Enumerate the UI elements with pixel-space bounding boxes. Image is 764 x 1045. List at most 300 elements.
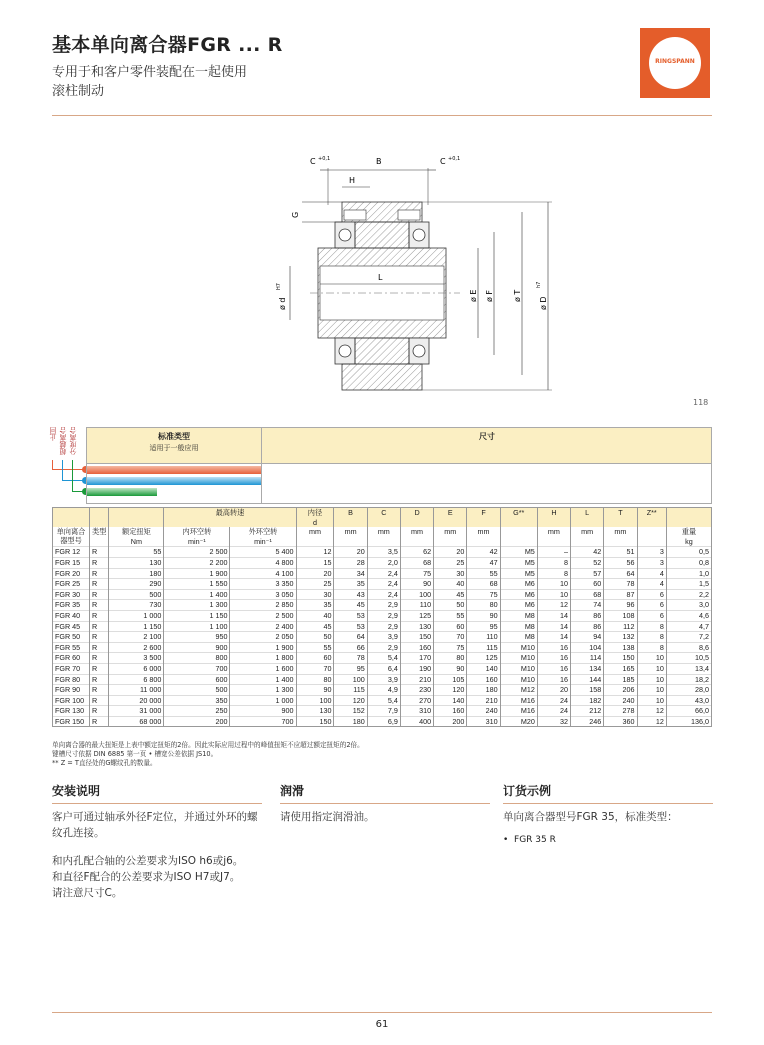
install-section <box>52 782 262 901</box>
table-cell: M8 <box>500 632 537 643</box>
table-cell: 40 <box>296 610 334 621</box>
install-p1: 客户可通过轴承外径F定位，并通过外环的螺纹孔连接。 <box>52 811 258 839</box>
table-cell: 45 <box>334 600 367 611</box>
footnote-3: ** Z = T直径处的G螺纹孔的数量。 <box>52 759 157 767</box>
table-cell: 2 400 <box>230 621 296 632</box>
unit-mm-d: mm <box>296 527 334 547</box>
table-cell: 90 <box>467 610 500 621</box>
footnote-1: 单向离合器的最大扭矩是上表中额定扭矩的2倍。因此实际应用过程中的峰值扭矩不应超过额定扭矩的2倍。 <box>52 741 364 749</box>
table-cell: 100 <box>400 589 433 600</box>
table-cell: 16 <box>537 674 570 685</box>
table-cell: 45 <box>434 589 467 600</box>
table-cell: R <box>90 589 109 600</box>
label-dd: ø D <box>539 296 548 310</box>
table-cell: M5 <box>500 547 537 558</box>
table-cell: 1 600 <box>230 663 296 674</box>
table-cell: 105 <box>434 674 467 685</box>
table-cell: 206 <box>604 685 637 696</box>
table-cell: 42 <box>467 547 500 558</box>
table-cell: 246 <box>571 716 604 727</box>
table-cell: FGR 40 <box>53 610 90 621</box>
table-cell: 16 <box>537 642 570 653</box>
table-cell: FGR 100 <box>53 695 90 706</box>
table-cell: 240 <box>604 695 637 706</box>
table-cell: 2,4 <box>367 589 400 600</box>
table-cell: FGR 150 <box>53 716 90 727</box>
unit-mm-f: mm <box>467 527 500 547</box>
table-cell: 140 <box>434 695 467 706</box>
connector-green <box>72 460 83 492</box>
weight-header <box>666 527 711 547</box>
table-cell: 60 <box>571 579 604 590</box>
label-overrunning: 超越离合 <box>59 427 67 455</box>
table-cell: 20 000 <box>109 695 164 706</box>
table-cell: 78 <box>604 579 637 590</box>
table-cell: 6 <box>637 600 666 611</box>
table-row <box>53 716 712 727</box>
table-cell: 74 <box>571 600 604 611</box>
table-cell: R <box>90 642 109 653</box>
table-header-row-1 <box>53 508 712 528</box>
table-cell: 310 <box>400 706 433 717</box>
torque-label: 额定扭矩 <box>122 527 151 537</box>
col-e: E <box>434 508 467 528</box>
label-dd-tol: h7 <box>536 281 542 288</box>
table-cell: 104 <box>571 642 604 653</box>
table-cell: 115 <box>467 642 500 653</box>
table-cell: 6,9 <box>367 716 400 727</box>
table-cell: 1 400 <box>230 674 296 685</box>
inner-header <box>164 527 230 547</box>
table-cell: 28 <box>334 557 367 568</box>
label-e: ø E <box>469 289 478 302</box>
table-cell: FGR 25 <box>53 579 90 590</box>
technical-drawing <box>260 150 560 400</box>
table-cell: 2,9 <box>367 642 400 653</box>
table-cell: 8 <box>537 557 570 568</box>
table-cell: 4,9 <box>367 685 400 696</box>
table-cell: 2 050 <box>230 632 296 643</box>
table-cell: 87 <box>604 589 637 600</box>
table-cell: 66 <box>334 642 367 653</box>
table-cell: 112 <box>604 621 637 632</box>
table-cell: – <box>537 547 570 558</box>
table-cell: 3 350 <box>230 579 296 590</box>
table-row <box>53 685 712 696</box>
order-example: • FGR 35 R <box>503 835 556 845</box>
weight-label: 重量 <box>681 527 697 537</box>
table-cell: 4 <box>637 579 666 590</box>
table-cell: 500 <box>164 685 230 696</box>
table-cell: 108 <box>604 610 637 621</box>
table-row <box>53 674 712 685</box>
table-cell: 270 <box>400 695 433 706</box>
table-cell: 15 <box>296 557 334 568</box>
table-cell: 2,0 <box>367 557 400 568</box>
table-cell: R <box>90 685 109 696</box>
table-cell: 1 150 <box>109 621 164 632</box>
bore-header <box>296 508 334 528</box>
table-cell: 6 800 <box>109 674 164 685</box>
table-cell: FGR 70 <box>53 663 90 674</box>
table-cell: 45 <box>296 621 334 632</box>
table-cell: 75 <box>434 642 467 653</box>
torque-unit: Nm <box>130 536 142 546</box>
table-cell: 182 <box>571 695 604 706</box>
table-cell: 30 <box>296 589 334 600</box>
type-selector-header <box>86 427 712 464</box>
table-row <box>53 663 712 674</box>
table-cell: 200 <box>164 716 230 727</box>
bore-symbol: d <box>312 517 317 527</box>
table-row <box>53 610 712 621</box>
unit-mm-dd: mm <box>400 527 433 547</box>
table-cell: 95 <box>334 663 367 674</box>
label-d-tol: H7 <box>276 283 282 290</box>
table-cell: 86 <box>571 610 604 621</box>
page-subtitle-2: 滚柱制动 <box>52 84 105 99</box>
table-cell: 150 <box>604 653 637 664</box>
table-row <box>53 621 712 632</box>
table-cell: 114 <box>571 653 604 664</box>
inner-unit: min⁻¹ <box>188 536 206 546</box>
table-cell: 28,0 <box>666 685 711 696</box>
table-cell: 360 <box>604 716 637 727</box>
standard-type-cell <box>87 428 262 463</box>
table-cell: 8 <box>637 632 666 643</box>
table-cell: 200 <box>434 716 467 727</box>
bottom-divider <box>52 1012 712 1013</box>
table-cell: 950 <box>164 632 230 643</box>
table-cell: 10 <box>637 653 666 664</box>
figure-number: 118 <box>693 398 709 407</box>
table-cell: 8 <box>637 642 666 653</box>
table-cell: 10 <box>637 695 666 706</box>
table-cell: 4 <box>637 568 666 579</box>
table-cell: 64 <box>604 568 637 579</box>
table-cell: M16 <box>500 706 537 717</box>
unit-mm-e: mm <box>434 527 467 547</box>
table-cell: 100 <box>334 674 367 685</box>
page-number: 61 <box>375 1019 389 1030</box>
table-cell: 6,4 <box>367 663 400 674</box>
table-cell: 70 <box>434 632 467 643</box>
table-cell: R <box>90 557 109 568</box>
col-c: C <box>367 508 400 528</box>
table-cell: M8 <box>500 610 537 621</box>
table-cell: 1 300 <box>230 685 296 696</box>
col-d: D <box>400 508 433 528</box>
table-cell: 51 <box>604 547 637 558</box>
col-g: G** <box>500 508 537 528</box>
table-cell: 14 <box>537 621 570 632</box>
table-cell: 800 <box>164 653 230 664</box>
table-cell: 110 <box>400 600 433 611</box>
table-cell: 53 <box>334 621 367 632</box>
label-indexing: 分度离合 <box>69 427 77 455</box>
col-h: H <box>537 508 570 528</box>
table-cell: 125 <box>400 610 433 621</box>
table-cell: R <box>90 653 109 664</box>
table-row <box>53 632 712 643</box>
table-cell: 62 <box>400 547 433 558</box>
table-cell: 150 <box>400 632 433 643</box>
table-cell: 2 500 <box>230 610 296 621</box>
outer-unit: min⁻¹ <box>254 536 272 546</box>
table-cell: FGR 35 <box>53 600 90 611</box>
table-cell: 160 <box>400 642 433 653</box>
table-cell: 730 <box>109 600 164 611</box>
table-cell: 14 <box>537 632 570 643</box>
table-cell: M16 <box>500 695 537 706</box>
table-cell: R <box>90 632 109 643</box>
table-cell: 2 200 <box>164 557 230 568</box>
table-cell: 40 <box>434 579 467 590</box>
table-cell: 165 <box>604 663 637 674</box>
table-cell: FGR 12 <box>53 547 90 558</box>
table-cell: 96 <box>604 600 637 611</box>
table-cell: 1 900 <box>164 568 230 579</box>
table-cell: 2,4 <box>367 579 400 590</box>
label-f: ø F <box>485 289 494 302</box>
table-cell: 16 <box>537 653 570 664</box>
table-cell: 2,9 <box>367 610 400 621</box>
table-cell: M5 <box>500 568 537 579</box>
order-p1: 单向离合器型号FGR 35，标准类型： <box>503 811 678 823</box>
order-example-text: FGR 35 R <box>514 835 556 845</box>
table-cell: 900 <box>164 642 230 653</box>
table-cell: 2 500 <box>164 547 230 558</box>
label-t: ø T <box>513 289 522 302</box>
table-cell: FGR 20 <box>53 568 90 579</box>
bar-backstop <box>87 466 261 474</box>
table-cell: 7,9 <box>367 706 400 717</box>
size-header: 单向离合器型号 <box>53 527 90 547</box>
table-cell: 4 100 <box>230 568 296 579</box>
table-cell: 86 <box>571 621 604 632</box>
table-row <box>53 547 712 558</box>
table-cell: 66,0 <box>666 706 711 717</box>
table-cell: 1,5 <box>666 579 711 590</box>
table-cell: 290 <box>109 579 164 590</box>
table-cell: 80 <box>434 653 467 664</box>
table-cell: 600 <box>164 674 230 685</box>
table-cell: 55 <box>109 547 164 558</box>
table-cell: 0,5 <box>666 547 711 558</box>
label-b: B <box>376 157 382 166</box>
table-cell: 120 <box>334 695 367 706</box>
table-cell: 24 <box>537 695 570 706</box>
table-cell: 68 <box>571 589 604 600</box>
table-row <box>53 568 712 579</box>
table-cell: 55 <box>296 642 334 653</box>
lube-section <box>280 782 490 825</box>
table-cell: 160 <box>434 706 467 717</box>
table-cell: 230 <box>400 685 433 696</box>
table-row <box>53 557 712 568</box>
table-cell: 68 <box>467 579 500 590</box>
table-cell: 1 900 <box>230 642 296 653</box>
col-z: Z** <box>637 508 666 528</box>
table-cell: 12 <box>537 600 570 611</box>
table-cell: 70 <box>296 663 334 674</box>
table-cell: 80 <box>296 674 334 685</box>
lube-p1: 请使用指定润滑油。 <box>280 811 375 823</box>
standard-type-label: 标准类型 <box>158 432 190 441</box>
table-cell: 31 000 <box>109 706 164 717</box>
table-cell: 212 <box>571 706 604 717</box>
table-cell: 700 <box>230 716 296 727</box>
footnote-2: 键槽尺寸依据 DIN 6885 第一页 • 槽宽公差依据 JS10。 <box>52 750 218 758</box>
table-cell: 3,5 <box>367 547 400 558</box>
table-cell: 150 <box>296 716 334 727</box>
bar-overrunning <box>87 477 261 485</box>
install-title: 安装说明 <box>52 782 262 804</box>
table-cell: 20 <box>537 685 570 696</box>
table-cell: 110 <box>467 632 500 643</box>
table-cell: R <box>90 568 109 579</box>
table-cell: 100 <box>296 695 334 706</box>
table-cell: R <box>90 695 109 706</box>
table-cell: R <box>90 706 109 717</box>
table-cell: 120 <box>434 685 467 696</box>
outer-label: 外环空转 <box>248 527 278 537</box>
table-cell: FGR 50 <box>53 632 90 643</box>
table-cell: R <box>90 663 109 674</box>
table-cell: 25 <box>296 579 334 590</box>
table-cell: M5 <box>500 557 537 568</box>
label-l: L <box>378 273 383 282</box>
table-cell: 2 600 <box>109 642 164 653</box>
dimension-table <box>52 507 712 727</box>
page-subtitle: 专用于和客户零件装配在一起使用 <box>52 65 248 80</box>
table-cell: 90 <box>434 663 467 674</box>
unit-mm-t: mm <box>604 527 637 547</box>
table-row <box>53 600 712 611</box>
table-cell: 5,4 <box>367 695 400 706</box>
table-cell: 6 <box>637 589 666 600</box>
table-cell: FGR 45 <box>53 621 90 632</box>
label-g: G <box>291 211 300 218</box>
table-cell: 10 <box>637 685 666 696</box>
table-cell: 60 <box>296 653 334 664</box>
table-cell: 60 <box>434 621 467 632</box>
table-cell: 64 <box>334 632 367 643</box>
order-section <box>503 782 713 845</box>
table-body <box>53 547 712 727</box>
table-cell: 2,9 <box>367 621 400 632</box>
table-cell: 4,6 <box>666 610 711 621</box>
table-cell: 8 <box>537 568 570 579</box>
table-cell: 7,2 <box>666 632 711 643</box>
table-cell: M6 <box>500 589 537 600</box>
table-cell: FGR 60 <box>53 653 90 664</box>
table-cell: 3,9 <box>367 674 400 685</box>
table-cell: 8 <box>637 621 666 632</box>
table-cell: 138 <box>604 642 637 653</box>
page-title: 基本单向离合器FGR ... R <box>52 34 283 56</box>
table-cell: 1 300 <box>164 600 230 611</box>
table-cell: 53 <box>334 610 367 621</box>
table-cell: M10 <box>500 642 537 653</box>
table-cell: 50 <box>434 600 467 611</box>
table-cell: 6 <box>637 610 666 621</box>
table-cell: 2,4 <box>367 568 400 579</box>
table-cell: R <box>90 610 109 621</box>
table-cell: 10 <box>637 674 666 685</box>
table-cell: R <box>90 674 109 685</box>
table-cell: R <box>90 579 109 590</box>
order-title: 订货示例 <box>503 782 713 804</box>
table-cell: 2,2 <box>666 589 711 600</box>
table-cell: 3 050 <box>230 589 296 600</box>
outer-header <box>230 527 296 547</box>
table-cell: M10 <box>500 663 537 674</box>
table-cell: 1 400 <box>164 589 230 600</box>
table-cell: 10 <box>537 589 570 600</box>
table-cell: 1 550 <box>164 579 230 590</box>
table-cell: R <box>90 600 109 611</box>
table-cell: 350 <box>164 695 230 706</box>
table-cell: 136,0 <box>666 716 711 727</box>
unit-mm-c: mm <box>367 527 400 547</box>
label-c-tol-2: +0,1 <box>448 156 461 162</box>
table-cell: 240 <box>467 706 500 717</box>
table-cell: 1 100 <box>164 621 230 632</box>
install-p4: 请注意尺寸C。 <box>52 887 123 899</box>
table-cell: 2 100 <box>109 632 164 643</box>
table-row <box>53 589 712 600</box>
table-cell: 1,0 <box>666 568 711 579</box>
max-speed-header: 最高转速 <box>164 508 296 528</box>
table-cell: 500 <box>109 589 164 600</box>
table-cell: 13,4 <box>666 663 711 674</box>
table-cell: 43,0 <box>666 695 711 706</box>
table-cell: FGR 80 <box>53 674 90 685</box>
table-cell: 50 <box>296 632 334 643</box>
table-cell: 185 <box>604 674 637 685</box>
table-cell: 2,9 <box>367 600 400 611</box>
table-cell: 210 <box>467 695 500 706</box>
table-cell: 130 <box>109 557 164 568</box>
table-cell: 5 400 <box>230 547 296 558</box>
table-cell: 170 <box>400 653 433 664</box>
table-cell: 35 <box>334 579 367 590</box>
col-f: F <box>467 508 500 528</box>
table-cell: FGR 55 <box>53 642 90 653</box>
table-cell: 80 <box>467 600 500 611</box>
table-cell: 3 <box>637 557 666 568</box>
table-cell: 250 <box>164 706 230 717</box>
label-d: ø d <box>278 297 287 310</box>
table-cell: 134 <box>571 663 604 674</box>
table-cell: 20 <box>434 547 467 558</box>
table-row <box>53 706 712 717</box>
unit-mm-b: mm <box>334 527 367 547</box>
table-cell: 94 <box>571 632 604 643</box>
table-row <box>53 642 712 653</box>
table-row <box>53 653 712 664</box>
table-cell: 12 <box>296 547 334 558</box>
table-cell: 42 <box>571 547 604 558</box>
table-cell: 3,9 <box>367 632 400 643</box>
table-cell: 158 <box>571 685 604 696</box>
table-cell: M10 <box>500 653 537 664</box>
table-cell: 1 800 <box>230 653 296 664</box>
table-cell: 32 <box>537 716 570 727</box>
table-cell: 95 <box>467 621 500 632</box>
unit-mm-h: mm <box>537 527 570 547</box>
